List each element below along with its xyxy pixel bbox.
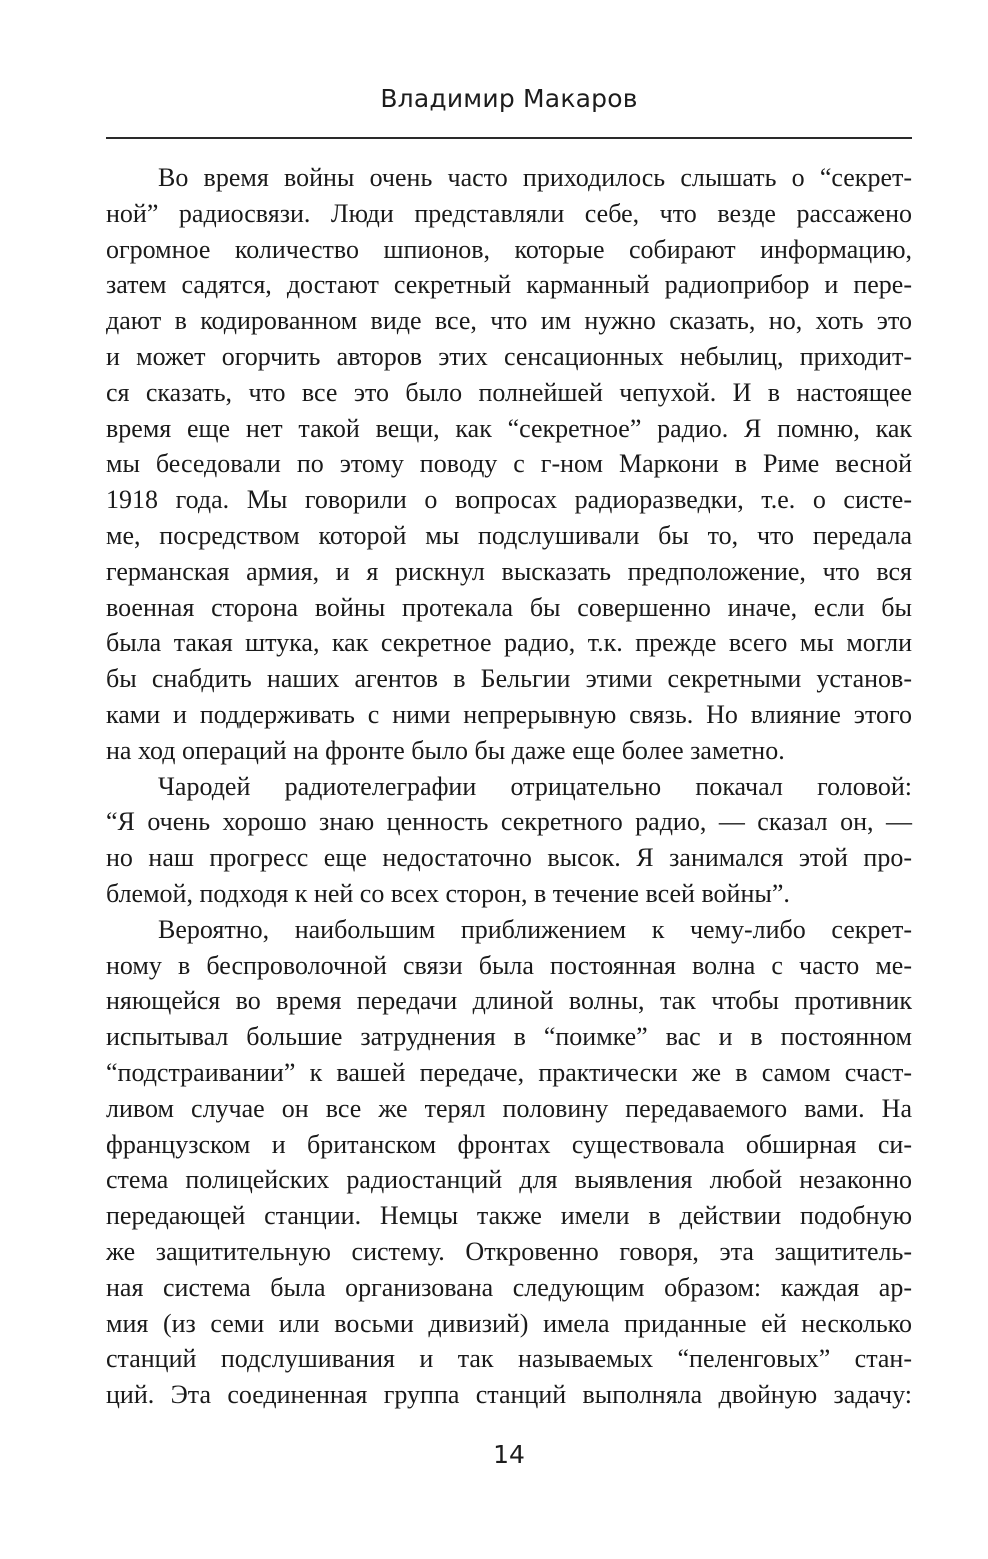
text-line: же защитительную систему. Откровенно говоря, эта защититель-	[106, 1236, 912, 1266]
text-line: ций. Эта соединенная группа станций выполняла двойную задачу:	[106, 1380, 912, 1410]
text-line: и может огорчить авторов этих сенсационных небылиц, приходит-	[106, 341, 912, 371]
text-line: ная система была организована следующим образом: каждая ар-	[106, 1272, 912, 1302]
running-header-author: Владимир Макаров	[380, 84, 638, 113]
text-line: на ход операций на фронте было бы даже еще более заметно.	[106, 735, 785, 765]
text-line: Чародей радиотелеграфии отрицательно покачал головой:	[158, 771, 912, 801]
text-line: военная сторона войны протекала бы совершенно иначе, если бы	[106, 592, 912, 622]
body-text	[106, 160, 912, 1413]
text-line: но наш прогресс еще недостаточно высок. Я занимался этой про-	[106, 843, 912, 873]
text-line: ся сказать, что все это было полнейшей чепухой. И в настоящее	[106, 377, 912, 407]
text-line: блемой, подходя к ней со всех сторон, в течение всей войны”.	[106, 878, 790, 908]
text-line: дают в кодированном виде все, что им нужно сказать, но, хоть это	[106, 306, 912, 336]
text-line: огромное количество шпионов, которые собирают информацию,	[106, 234, 912, 264]
page-number: 14	[493, 1440, 525, 1469]
text-line: германская армия, и я рискнул высказать предположение, что вся	[106, 556, 912, 586]
text-line: была такая штука, как секретное радио, т.к. прежде всего мы могли	[106, 628, 912, 658]
text-line: Во время войны очень часто приходилось слышать о “секрет-	[158, 163, 912, 192]
text-line: Вероятно, наибольшим приближением к чему-либо секрет-	[158, 914, 912, 944]
text-line: ме, посредством которой мы подслушивали бы то, что передала	[106, 520, 912, 550]
paragraph-3	[106, 912, 912, 1413]
text-line: няющейся во время передачи длиной волны, так чтобы противник	[106, 986, 912, 1016]
paragraph-1	[106, 160, 912, 769]
text-line: стема полицейских радиостанций для выявления любой незаконно	[106, 1165, 912, 1195]
text-line: станций подслушивания и так называемых “пеленговых” стан-	[106, 1344, 912, 1374]
text-line: ками и поддерживать с ними непрерывную связь. Но влияние этого	[106, 699, 912, 729]
paragraph-2	[106, 769, 912, 912]
text-line: “подстраивании” к вашей передаче, практически же в самом счаст-	[106, 1057, 912, 1087]
text-line: “Я очень хорошо знаю ценность секретного радио, — сказал он, —	[106, 807, 912, 837]
text-line: бы снабдить наших агентов в Бельгии этими секретными установ-	[106, 664, 912, 694]
text-line: ному в беспроволочной связи была постоянная волна с часто ме-	[106, 950, 912, 980]
text-line: французском и британском фронтах существовала обширная си-	[106, 1129, 912, 1159]
text-line: ливом случае он все же терял половину передаваемого вами. На	[106, 1093, 912, 1123]
text-line: мы беседовали по этому поводу с г-ном Маркони в Риме весной	[106, 449, 912, 479]
text-line: ной” радиосвязи. Люди представляли себе, что везде рассажено	[106, 198, 912, 228]
text-line: затем садятся, достают секретный карманный радиоприбор и пере-	[106, 270, 912, 300]
text-line: мия (из семи или восьми дивизий) имела приданные ей несколько	[106, 1308, 912, 1338]
header-rule	[106, 137, 912, 139]
text-line: передающей станции. Немцы также имели в действии подобную	[106, 1201, 912, 1231]
text-line: 1918 года. Мы говорили о вопросах радиоразведки, т.е. о систе-	[106, 485, 912, 515]
text-line: время еще нет такой вещи, как “секретное” радио. Я помню, как	[106, 413, 912, 443]
text-line: испытывал большие затруднения в “поимке” вас и в постоянном	[106, 1022, 912, 1052]
